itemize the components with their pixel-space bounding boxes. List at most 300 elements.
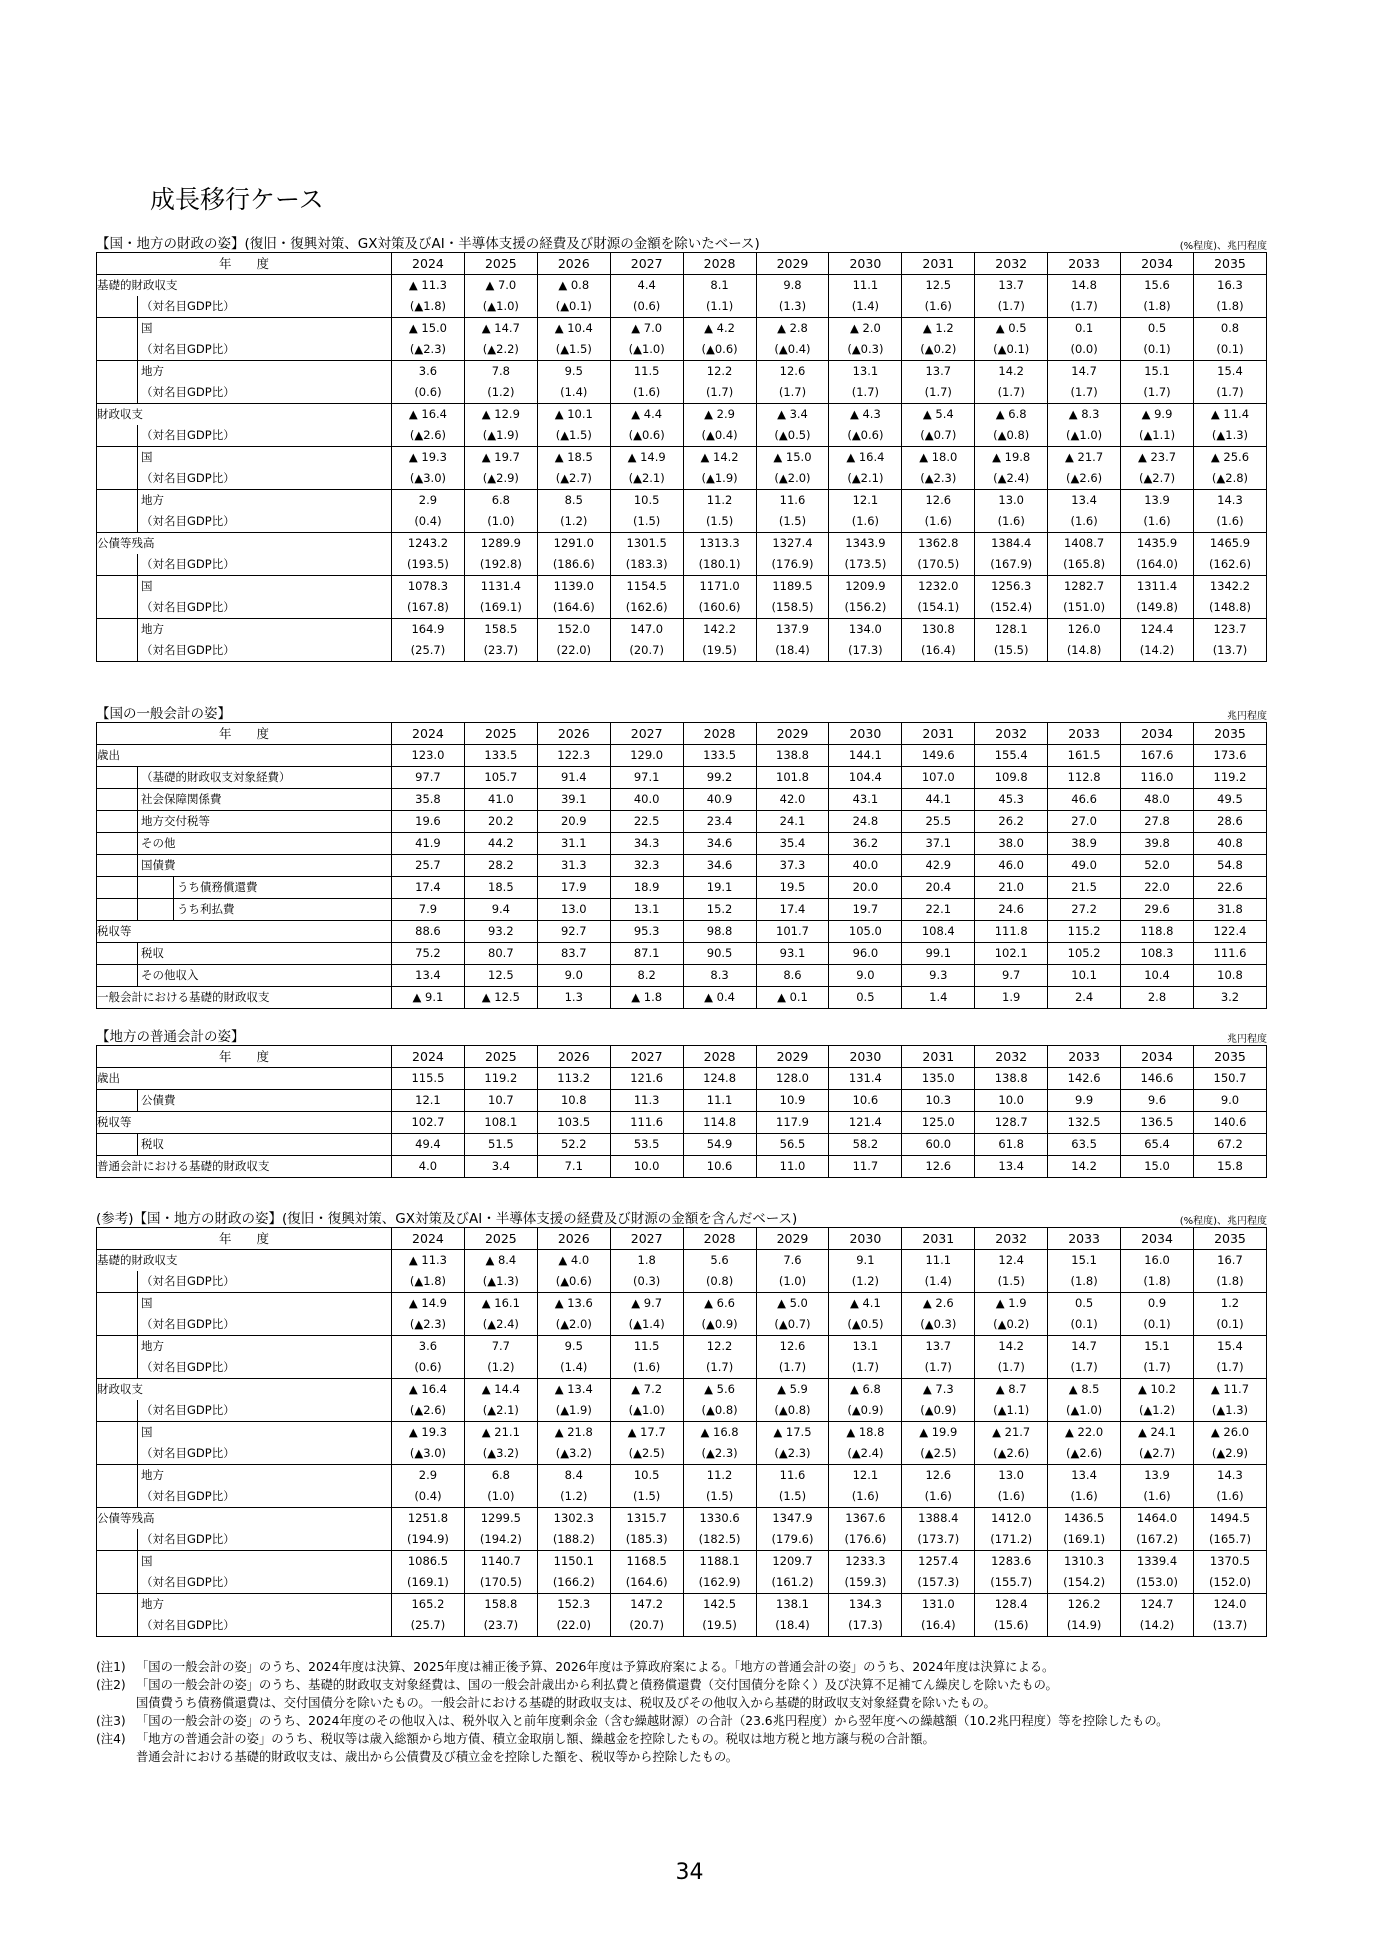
value-cell: 158.5 (464, 619, 537, 641)
value-cell: ▲ 7.2 (610, 1379, 683, 1401)
value-cell: 13.1 (610, 899, 683, 921)
footnote (96, 1658, 1276, 1676)
value-cell: 128.7 (975, 1112, 1048, 1134)
row-label-cell (97, 899, 392, 921)
value-cell: (0.8) (683, 1271, 756, 1293)
value-cell: ▲ 9.7 (610, 1293, 683, 1315)
value-cell: (▲2.3) (392, 339, 465, 361)
value-cell: 53.5 (610, 1134, 683, 1156)
row-divider (137, 1572, 138, 1593)
row-label-cell (97, 1357, 392, 1379)
table-row (97, 382, 1267, 404)
value-cell: 1384.4 (975, 533, 1048, 555)
value-cell: 1086.5 (392, 1551, 465, 1573)
page-number: 34 (675, 1860, 704, 1885)
row-label-cell (97, 943, 392, 965)
row-label-cell (97, 296, 392, 318)
value-cell: 21.5 (1048, 877, 1121, 899)
value-cell: (1.4) (537, 1357, 610, 1379)
value-cell: 12.6 (756, 1336, 829, 1358)
value-cell: 49.0 (1048, 855, 1121, 877)
row-label: うち債務償還費 (177, 880, 258, 894)
value-cell: 13.0 (975, 490, 1048, 512)
value-cell: 0.8 (1193, 318, 1266, 340)
row-label: 地方 (141, 1339, 164, 1353)
table-row (97, 877, 1267, 899)
value-cell: ▲ 15.0 (392, 318, 465, 340)
value-cell: 10.3 (902, 1090, 975, 1112)
value-cell: 1435.9 (1121, 533, 1194, 555)
value-cell: 1494.5 (1193, 1508, 1266, 1530)
row-divider (137, 811, 138, 832)
footnote-label: (注3) (96, 1714, 126, 1728)
row-label-cell (97, 767, 392, 789)
row-label: 国 (141, 1425, 153, 1439)
year-header: 2025 (464, 723, 537, 745)
year-header: 2032 (975, 723, 1048, 745)
year-header: 2035 (1193, 253, 1266, 275)
value-cell: (156.2) (829, 597, 902, 619)
value-cell: (169.1) (392, 1572, 465, 1594)
table-row (97, 296, 1267, 318)
value-cell: 4.0 (392, 1156, 465, 1178)
value-cell: 27.0 (1048, 811, 1121, 833)
value-cell: (0.6) (392, 1357, 465, 1379)
local-account-table (96, 1025, 1267, 1178)
value-cell: 29.6 (1121, 899, 1194, 921)
row-divider (137, 877, 138, 898)
value-cell: (18.4) (756, 640, 829, 662)
table-row (97, 404, 1267, 426)
year-header: 2028 (683, 1046, 756, 1068)
value-cell: 13.9 (1121, 1465, 1194, 1487)
value-cell: 13.1 (829, 1336, 902, 1358)
value-cell: (0.1) (1121, 1314, 1194, 1336)
value-cell: ▲ 13.4 (537, 1379, 610, 1401)
value-cell: 108.3 (1121, 943, 1194, 965)
value-cell: (170.5) (902, 554, 975, 576)
value-cell: 102.7 (392, 1112, 465, 1134)
year-header: 2026 (537, 253, 610, 275)
value-cell: 3.4 (464, 1156, 537, 1178)
value-cell: 1412.0 (975, 1508, 1048, 1530)
row-divider (137, 361, 138, 382)
value-cell: 1209.7 (756, 1551, 829, 1573)
value-cell: 12.1 (829, 1465, 902, 1487)
value-cell: (25.7) (392, 1615, 465, 1637)
year-header: 2031 (902, 723, 975, 745)
value-cell: (153.0) (1121, 1572, 1194, 1594)
value-cell: ▲ 8.4 (464, 1250, 537, 1272)
year-header: 2033 (1048, 1046, 1121, 1068)
value-cell: (1.0) (464, 511, 537, 533)
value-cell: ▲ 11.4 (1193, 404, 1266, 426)
value-cell: 14.8 (1048, 275, 1121, 297)
value-cell: 1291.0 (537, 533, 610, 555)
value-cell: 22.5 (610, 811, 683, 833)
fiscal-year-header: 年 度 (97, 723, 392, 745)
value-cell: 16.7 (1193, 1250, 1266, 1272)
value-cell: (171.2) (975, 1529, 1048, 1551)
value-cell: 40.0 (829, 855, 902, 877)
row-divider (137, 1090, 138, 1111)
value-cell: (1.6) (1121, 511, 1194, 533)
table-row (97, 745, 1267, 767)
value-cell: (176.9) (756, 554, 829, 576)
value-cell: ▲ 1.9 (975, 1293, 1048, 1315)
value-cell: 17.4 (392, 877, 465, 899)
value-cell: 10.5 (610, 1465, 683, 1487)
value-cell: 98.8 (683, 921, 756, 943)
value-cell: 124.8 (683, 1068, 756, 1090)
value-cell: ▲ 19.3 (392, 1422, 465, 1444)
value-cell: (1.1) (683, 296, 756, 318)
value-cell: (1.5) (683, 1486, 756, 1508)
table-caption-title: (参考)【国・地方の財政の姿】(復旧・復興対策、GX対策及びAI・半導体支援の経費及び財源の金額を含んだベース) (96, 1211, 798, 1227)
row-label-cell (97, 965, 392, 987)
value-cell: 12.6 (902, 1156, 975, 1178)
value-cell: 7.8 (464, 361, 537, 383)
value-cell: 1.3 (537, 987, 610, 1009)
value-cell: 1243.2 (392, 533, 465, 555)
value-cell: 121.6 (610, 1068, 683, 1090)
row-divider (137, 554, 138, 575)
value-cell: (194.2) (464, 1529, 537, 1551)
value-cell: 1078.3 (392, 576, 465, 598)
value-cell: (▲2.7) (1121, 1443, 1194, 1465)
value-cell: (186.6) (537, 554, 610, 576)
year-header: 2027 (610, 1228, 683, 1250)
table-row (97, 468, 1267, 490)
value-cell: ▲ 18.8 (829, 1422, 902, 1444)
table-row (97, 811, 1267, 833)
table-row (97, 1529, 1267, 1551)
row-label: （対名目GDP比） (141, 1403, 235, 1417)
footnote-text: 国債費うち債務償還費は、交付国債分を除いたもの。一般会計における基礎的財政収支は、税収及びその他収入から基礎的財政収支対象経費を除いたもの。 (136, 1696, 996, 1710)
value-cell: 93.1 (756, 943, 829, 965)
row-label: 国 (141, 450, 153, 464)
value-cell: 19.6 (392, 811, 465, 833)
value-cell: ▲ 25.6 (1193, 447, 1266, 469)
value-cell: (1.6) (1193, 1486, 1266, 1508)
value-cell: ▲ 17.5 (756, 1422, 829, 1444)
value-cell: 1408.7 (1048, 533, 1121, 555)
table-row (97, 767, 1267, 789)
table-row (97, 619, 1267, 641)
row-label-cell (97, 1112, 392, 1134)
value-cell: 9.1 (829, 1250, 902, 1272)
value-cell: 22.1 (902, 899, 975, 921)
value-cell: 9.6 (1121, 1090, 1194, 1112)
value-cell: ▲ 26.0 (1193, 1422, 1266, 1444)
value-cell: (▲0.9) (902, 1400, 975, 1422)
value-cell: (▲2.6) (392, 1400, 465, 1422)
value-cell: 25.7 (392, 855, 465, 877)
value-cell: ▲ 16.4 (829, 447, 902, 469)
footnote-text: 「国の一般会計の姿」のうち、2024年度のその他収入は、税外収入と前年度剰余金（含む繰越財源）の合計（23.6兆円程度）から翌年度への繰越額（10.2兆円程度）等を控除したもの。 (136, 1714, 1169, 1728)
value-cell: 128.4 (975, 1594, 1048, 1616)
value-cell: 26.2 (975, 811, 1048, 833)
value-cell: 130.8 (902, 619, 975, 641)
value-cell: (188.2) (537, 1529, 610, 1551)
value-cell: 0.5 (829, 987, 902, 1009)
value-cell: (0.4) (392, 1486, 465, 1508)
value-cell: (1.7) (829, 382, 902, 404)
value-cell: 1140.7 (464, 1551, 537, 1573)
value-cell: 14.2 (1048, 1156, 1121, 1178)
row-divider (137, 597, 138, 618)
value-cell: 13.4 (975, 1156, 1048, 1178)
row-label: 国 (141, 1554, 153, 1568)
value-cell: 1347.9 (756, 1508, 829, 1530)
value-cell: (1.5) (610, 511, 683, 533)
value-cell: 27.8 (1121, 811, 1194, 833)
year-header: 2031 (902, 253, 975, 275)
row-divider (137, 1357, 138, 1378)
row-label-cell (97, 640, 392, 662)
value-cell: 173.6 (1193, 745, 1266, 767)
row-label: 地方 (141, 364, 164, 378)
value-cell: (▲0.6) (610, 425, 683, 447)
value-cell: 8.4 (537, 1465, 610, 1487)
value-cell: (▲2.3) (756, 1443, 829, 1465)
value-cell: 90.5 (683, 943, 756, 965)
value-cell: (0.6) (392, 382, 465, 404)
year-header: 2030 (829, 723, 902, 745)
value-cell: ▲ 18.0 (902, 447, 975, 469)
row-label-cell (97, 318, 392, 340)
value-cell: (▲0.5) (756, 425, 829, 447)
value-cell: 10.0 (610, 1156, 683, 1178)
value-cell: (25.7) (392, 640, 465, 662)
table-row (97, 1551, 1267, 1573)
row-label-cell (97, 597, 392, 619)
value-cell: ▲ 2.6 (902, 1293, 975, 1315)
value-cell: (1.5) (683, 511, 756, 533)
value-cell: 13.0 (975, 1465, 1048, 1487)
table-row (97, 1068, 1267, 1090)
value-cell: ▲ 9.1 (392, 987, 465, 1009)
value-cell: 91.4 (537, 767, 610, 789)
value-cell: (152.4) (975, 597, 1048, 619)
value-cell: (1.6) (902, 296, 975, 318)
value-cell: 1232.0 (902, 576, 975, 598)
value-cell: 0.1 (1048, 318, 1121, 340)
value-cell: 108.4 (902, 921, 975, 943)
value-cell: ▲ 22.0 (1048, 1422, 1121, 1444)
value-cell: ▲ 14.2 (683, 447, 756, 469)
year-header: 2026 (537, 1228, 610, 1250)
value-cell: (▲2.0) (756, 468, 829, 490)
value-cell: (1.2) (537, 1486, 610, 1508)
value-cell: ▲ 14.7 (464, 318, 537, 340)
value-cell: 54.9 (683, 1134, 756, 1156)
row-label: 税収等 (97, 1115, 132, 1129)
year-header: 2029 (756, 1046, 829, 1068)
value-cell: 14.3 (1193, 490, 1266, 512)
value-cell: (▲2.1) (464, 1400, 537, 1422)
value-cell: 108.1 (464, 1112, 537, 1134)
value-cell: (15.6) (975, 1615, 1048, 1637)
value-cell: (169.1) (464, 597, 537, 619)
value-cell: 13.7 (902, 1336, 975, 1358)
table-row (97, 554, 1267, 576)
value-cell: 138.8 (975, 1068, 1048, 1090)
value-cell: (161.2) (756, 1572, 829, 1594)
value-cell: (164.6) (610, 1572, 683, 1594)
value-cell: 105.0 (829, 921, 902, 943)
value-cell: 1313.3 (683, 533, 756, 555)
value-cell: (1.8) (1121, 296, 1194, 318)
value-cell: (17.3) (829, 1615, 902, 1637)
year-header: 2027 (610, 253, 683, 275)
value-cell: 19.1 (683, 877, 756, 899)
value-cell: (▲1.4) (610, 1314, 683, 1336)
value-cell: (▲2.3) (683, 1443, 756, 1465)
value-cell: 146.6 (1121, 1068, 1194, 1090)
value-cell: (185.3) (610, 1529, 683, 1551)
row-label: （対名目GDP比） (141, 643, 235, 657)
value-cell: (1.5) (975, 1271, 1048, 1293)
value-cell: 15.0 (1121, 1156, 1194, 1178)
year-header: 2034 (1121, 1228, 1194, 1250)
value-cell: (▲0.1) (537, 296, 610, 318)
value-cell: 1.4 (902, 987, 975, 1009)
table-caption (96, 232, 1267, 252)
row-label: （対名目GDP比） (141, 471, 235, 485)
value-cell: ▲ 8.3 (1048, 404, 1121, 426)
value-cell: 1343.9 (829, 533, 902, 555)
value-cell: 60.0 (902, 1134, 975, 1156)
row-label: （対名目GDP比） (141, 600, 235, 614)
table-row (97, 1357, 1267, 1379)
value-cell: (1.2) (464, 1357, 537, 1379)
value-cell: (▲1.0) (464, 296, 537, 318)
row-label: 基礎的財政収支 (97, 1253, 178, 1267)
value-cell: 38.9 (1048, 833, 1121, 855)
value-cell: 10.9 (756, 1090, 829, 1112)
row-label-cell (97, 1293, 392, 1315)
value-cell: 1301.5 (610, 533, 683, 555)
value-cell: 133.5 (683, 745, 756, 767)
table-row (97, 640, 1267, 662)
row-label: 普通会計における基礎的財政収支 (97, 1159, 270, 1173)
value-cell: (1.7) (1193, 1357, 1266, 1379)
value-cell: (1.8) (1193, 296, 1266, 318)
value-cell: (▲1.9) (537, 1400, 610, 1422)
value-cell: 124.0 (1193, 1594, 1266, 1616)
table-row (97, 1112, 1267, 1134)
value-cell: 123.7 (1193, 619, 1266, 641)
value-cell: 20.2 (464, 811, 537, 833)
value-cell: 1168.5 (610, 1551, 683, 1573)
table-row (97, 361, 1267, 383)
value-cell: 41.0 (464, 789, 537, 811)
value-cell: 9.0 (537, 965, 610, 987)
value-cell: 1282.7 (1048, 576, 1121, 598)
value-cell: (1.2) (829, 1271, 902, 1293)
row-label: うち利払費 (177, 902, 235, 916)
value-cell: 11.2 (683, 1465, 756, 1487)
row-label-cell (97, 1250, 392, 1272)
value-cell: 18.5 (464, 877, 537, 899)
value-cell: 114.8 (683, 1112, 756, 1134)
value-cell: 23.4 (683, 811, 756, 833)
value-cell: (180.1) (683, 554, 756, 576)
value-cell: (173.7) (902, 1529, 975, 1551)
footnote-text: 「国の一般会計の姿」のうち、2024年度は決算、2025年度は補正後予算、2026年度は予算政府案による。「地方の普通会計の姿」のうち、2024年度は決算による。 (136, 1660, 1055, 1674)
value-cell: ▲ 5.6 (683, 1379, 756, 1401)
value-cell: 1171.0 (683, 576, 756, 598)
table-row (97, 1271, 1267, 1293)
value-cell: (164.6) (537, 597, 610, 619)
value-cell: (167.2) (1121, 1529, 1194, 1551)
value-cell: 12.2 (683, 361, 756, 383)
table-row (97, 1250, 1267, 1272)
value-cell: 15.2 (683, 899, 756, 921)
value-cell: (167.9) (975, 554, 1048, 576)
value-cell: (173.5) (829, 554, 902, 576)
value-cell: 5.6 (683, 1250, 756, 1272)
row-label-cell (97, 1486, 392, 1508)
value-cell: 161.5 (1048, 745, 1121, 767)
value-cell: (1.6) (975, 511, 1048, 533)
value-cell: (1.8) (1048, 1271, 1121, 1293)
table-row (97, 1508, 1267, 1530)
value-cell: 31.1 (537, 833, 610, 855)
footnote (96, 1730, 1276, 1748)
value-cell: (13.7) (1193, 1615, 1266, 1637)
year-header: 2031 (902, 1228, 975, 1250)
row-divider (137, 1293, 138, 1314)
value-cell: (1.7) (756, 1357, 829, 1379)
value-cell: ▲ 12.5 (464, 987, 537, 1009)
value-cell: 2.9 (392, 1465, 465, 1487)
value-cell: 99.1 (902, 943, 975, 965)
value-cell: 8.5 (537, 490, 610, 512)
value-cell: (0.4) (392, 511, 465, 533)
value-cell: ▲ 9.9 (1121, 404, 1194, 426)
value-cell: ▲ 19.7 (464, 447, 537, 469)
footnote-label: (注2) (96, 1678, 126, 1692)
value-cell: 147.2 (610, 1594, 683, 1616)
header-row (97, 253, 1267, 275)
value-cell: (▲2.3) (902, 468, 975, 490)
value-cell: 9.5 (537, 361, 610, 383)
row-label: 国 (141, 321, 153, 335)
value-cell: (▲2.4) (829, 1443, 902, 1465)
table-row (97, 1443, 1267, 1465)
value-cell: (▲2.2) (464, 339, 537, 361)
row-label: （対名目GDP比） (141, 557, 235, 571)
value-cell: 12.4 (975, 1250, 1048, 1272)
row-label: 歳出 (97, 1071, 120, 1085)
row-label: 公債等残高 (97, 536, 155, 550)
table-row (97, 1293, 1267, 1315)
year-header: 2032 (975, 1046, 1048, 1068)
value-cell: 1311.4 (1121, 576, 1194, 598)
value-cell: (154.1) (902, 597, 975, 619)
footnote-label: (注4) (96, 1732, 126, 1746)
row-label: 財政収支 (97, 407, 143, 421)
value-cell: (▲1.3) (1193, 1400, 1266, 1422)
value-cell: ▲ 6.6 (683, 1293, 756, 1315)
row-divider (137, 1486, 138, 1507)
row-divider (137, 899, 138, 920)
row-label: （対名目GDP比） (141, 1575, 235, 1589)
value-cell: (▲0.2) (902, 339, 975, 361)
row-divider (137, 1336, 138, 1357)
